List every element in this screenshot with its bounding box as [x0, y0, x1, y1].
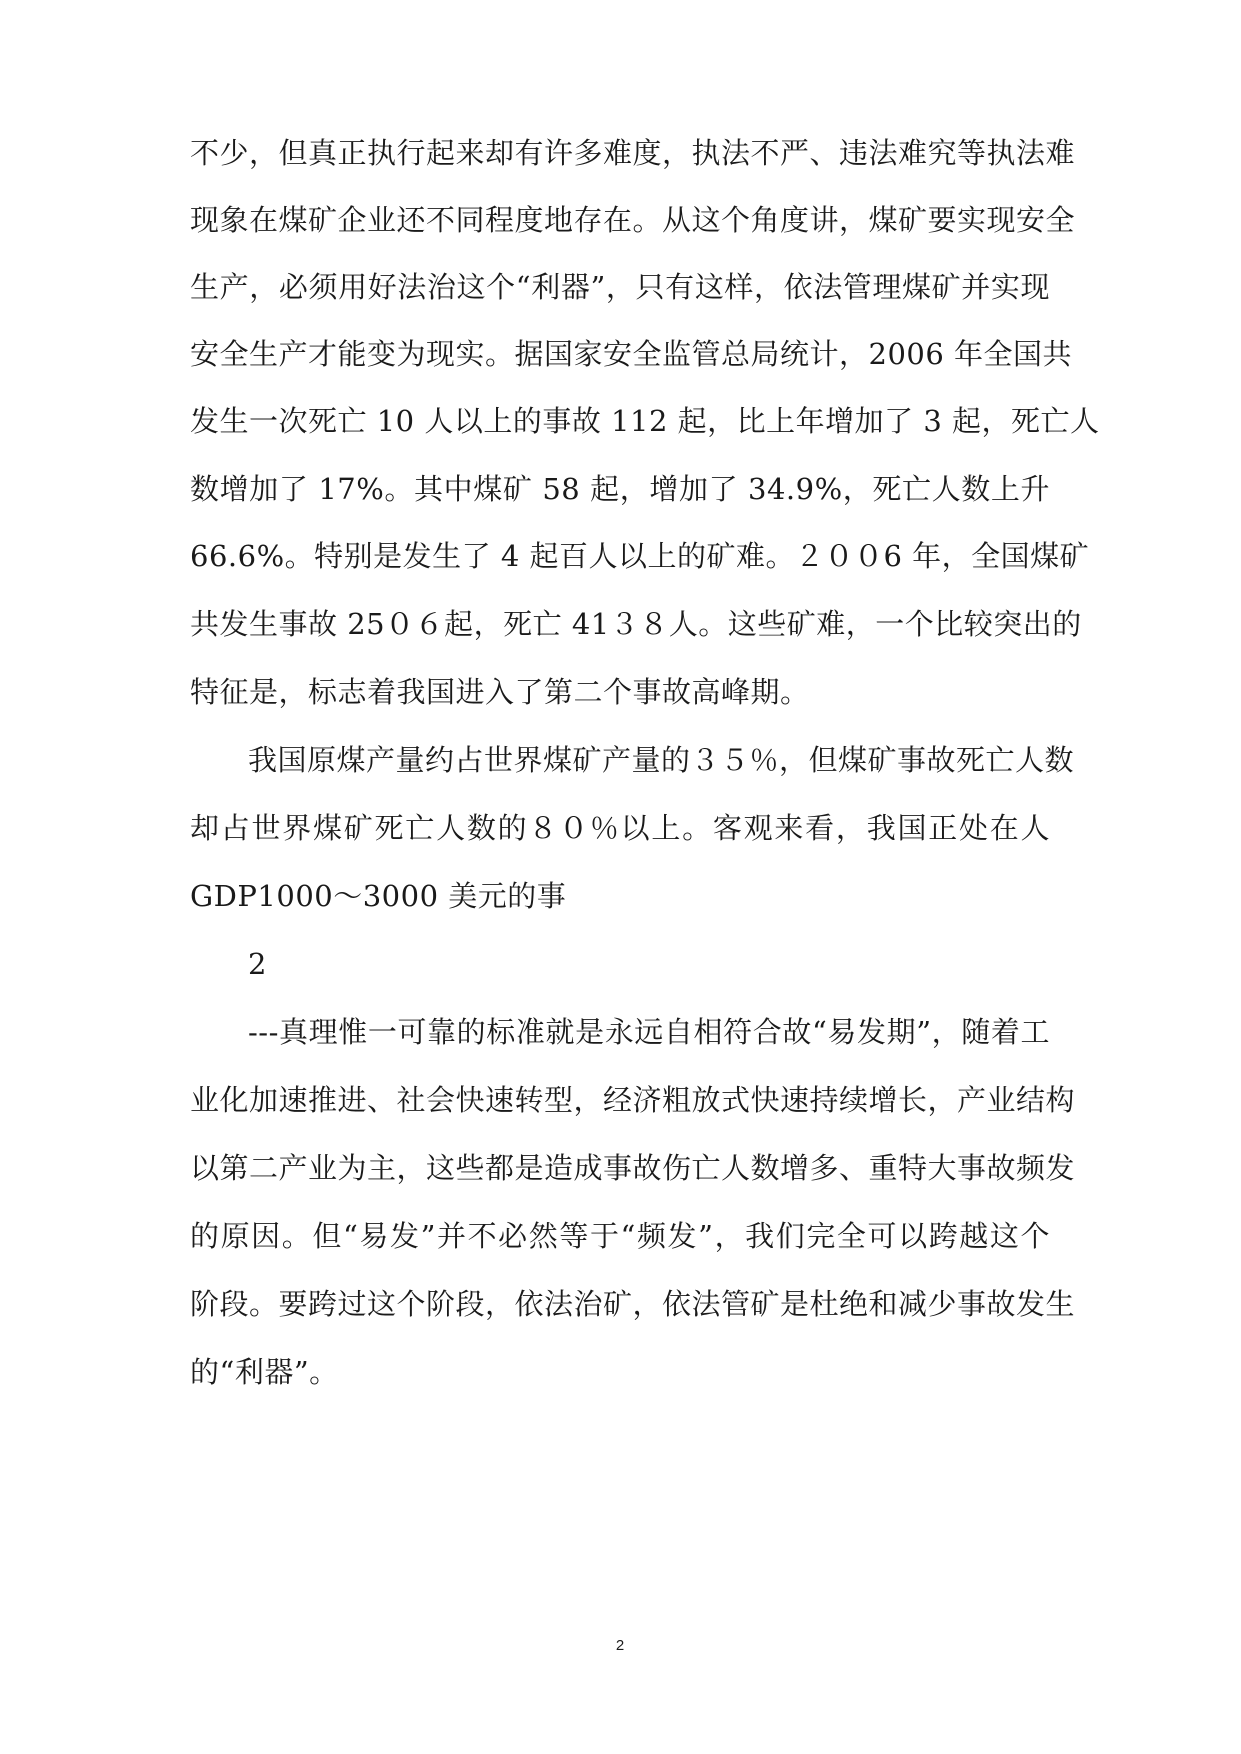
- inline-page-marker: 2: [248, 947, 267, 981]
- text-line-11: 却占世界煤矿死亡人数的８０％以上。客观来看，我国正处在人: [190, 811, 1050, 845]
- text-line-5: 发生一次死亡 10 人以上的事故 112 起，比上年增加了 3 起，死亡人: [190, 404, 1100, 438]
- text-line-7: 66.6%。特别是发生了 4 起百人以上的矿难。２００6 年，全国煤矿: [190, 539, 1090, 573]
- text-line-4: 安全生产才能变为现实。据国家安全监管总局统计，2006 年全国共: [190, 337, 1073, 371]
- text-line-8: 共发生事故 25０６起，死亡 41３８人。这些矿难，一个比较突出的: [190, 607, 1082, 641]
- text-line-14: ---真理惟一可靠的标准就是永远自相符合故“易发期”，随着工: [248, 1015, 1050, 1049]
- text-line-18: 阶段。要跨过这个阶段，依法治矿，依法管矿是杜绝和减少事故发生: [190, 1287, 1076, 1321]
- text-line-9: 特征是，标志着我国进入了第二个事故高峰期。: [190, 675, 810, 709]
- text-line-19: 的“利器”。: [190, 1355, 339, 1389]
- text-line-17: 的原因。但“易发”并不必然等于“频发”，我们完全可以跨越这个: [190, 1219, 1050, 1253]
- text-line-10: 我国原煤产量约占世界煤矿产量的３５％，但煤矿事故死亡人数: [248, 743, 1075, 777]
- text-line-3: 生产，必须用好法治这个“利器”，只有这样，依法管理煤矿并实现: [190, 270, 1050, 304]
- page-number: 2: [615, 1637, 625, 1654]
- text-line-1: 不少，但真正执行起来却有许多难度，执法不严、违法难究等执法难: [190, 136, 1076, 170]
- text-line-16: 以第二产业为主，这些都是造成事故伤亡人数增多、重特大事故频发: [190, 1151, 1076, 1185]
- text-line-6: 数增加了 17%。其中煤矿 58 起，增加了 34.9%，死亡人数上升: [190, 472, 1050, 506]
- text-line-15: 业化加速推进、社会快速转型，经济粗放式快速持续增长，产业结构: [190, 1083, 1076, 1117]
- text-line-12: GDP1000～3000 美元的事: [190, 879, 567, 913]
- text-line-2: 现象在煤矿企业还不同程度地存在。从这个角度讲，煤矿要实现安全: [190, 203, 1076, 237]
